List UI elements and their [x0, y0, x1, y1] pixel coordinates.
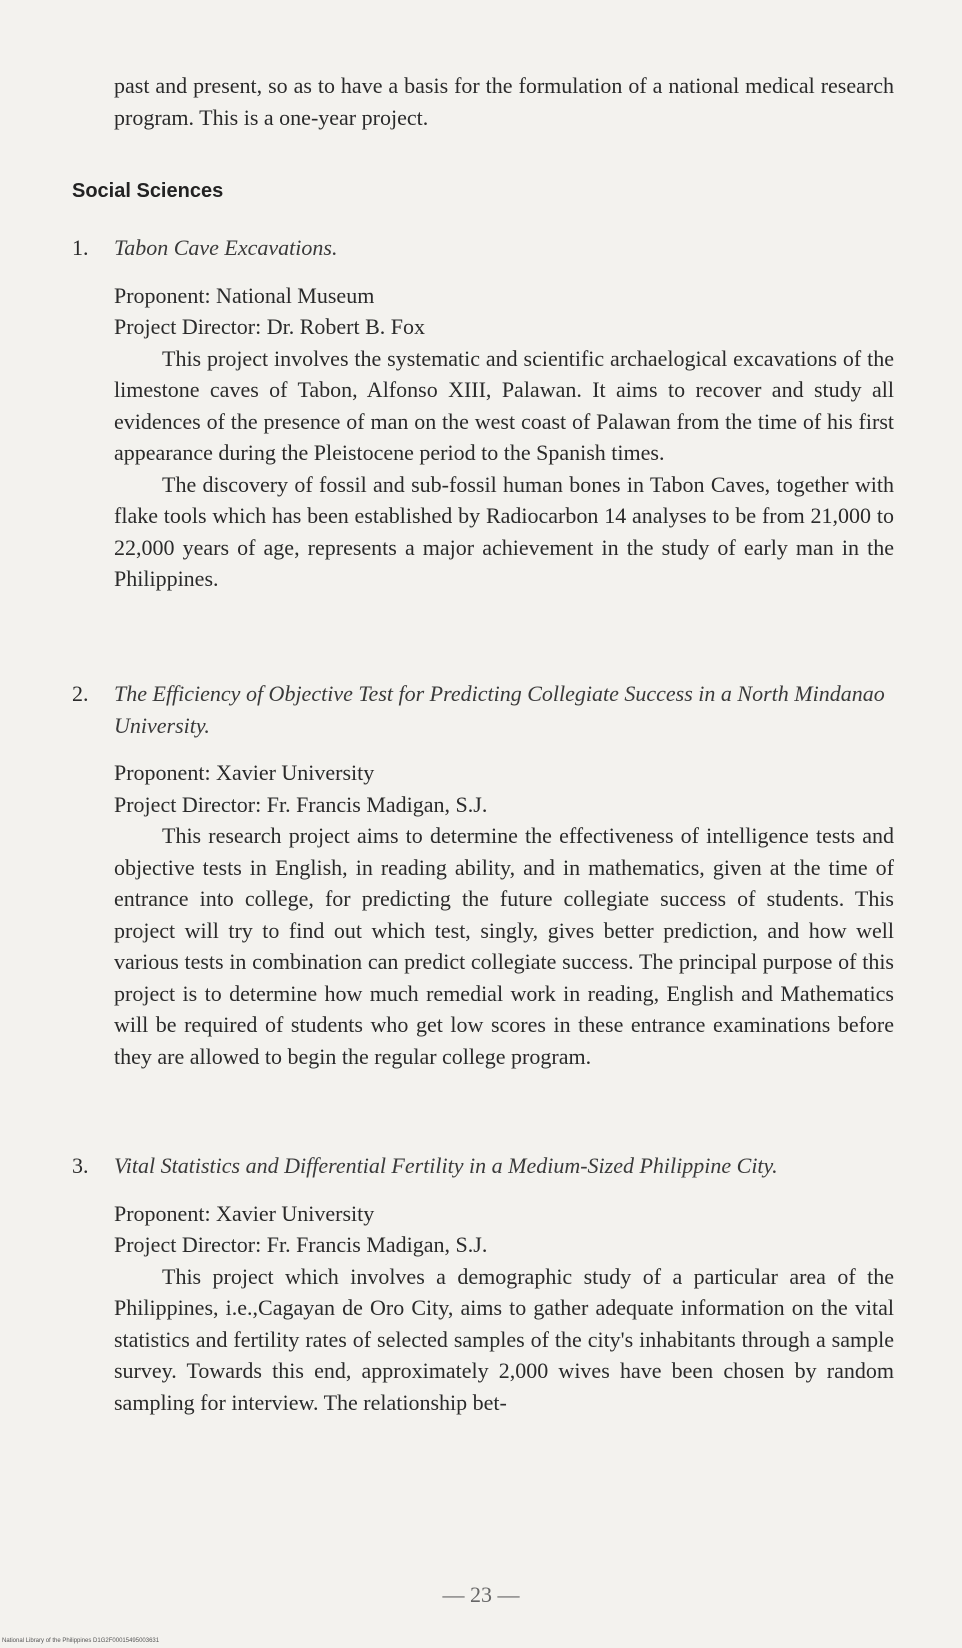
project-title: Vital Statistics and Differential Fertility in a Medium-Sized Philippine City. — [114, 1153, 778, 1178]
project-description — [114, 1261, 894, 1419]
project-meta — [114, 1198, 894, 1261]
page-number: — 23 — — [442, 1582, 520, 1607]
project-item-2 — [72, 678, 894, 1072]
project-director: Project Director: Dr. Robert B. Fox — [114, 314, 426, 339]
project-director: Project Director: Fr. Francis Madigan, S.J. — [114, 791, 488, 817]
library-footer: National Library of the Philippines D1G2F00015495003631 — [2, 1638, 160, 1644]
project-number: 3. — [72, 1153, 89, 1178]
project-item-1 — [72, 232, 894, 595]
project-title-row — [72, 1150, 894, 1182]
description-paragraph: This project involves the systematic and scientific archaelogical excavations of the limestone caves of Tabon, Alfonso XIII, Palawan. It aims to recover and study all evidences of the presence of man on the west coast of Palawan from the time of his first appearance during the Pleistocene period to the Spanish times. — [114, 345, 894, 465]
proponent: Proponent: Xavier University — [114, 1200, 375, 1226]
project-number: 2. — [72, 681, 89, 706]
project-description — [114, 820, 894, 1072]
description-paragraph: This research project aims to determine the effectiveness of intelligence tests and objective tests in English, in reading ability, and in mathematics, given at the time of entrance into college, for predicting the future collegiate success of students. This project will try to find out which test, singly, gives better prediction, and how well various tests in combination can predict collegiate success. The principal purpose of this project is to determine how much remedial work in reading, English and Mathematics will be required of students who get low scores in these entrance examinations before they are allowed to begin the regular college program. — [114, 823, 894, 1069]
project-item-3 — [72, 1150, 894, 1418]
description-paragraph: This project which involves a demographic study of a particular area of the Philippines, i.e.,Cagayan de Oro City, aims to gather adequate information on the vital statistics and fertility rates of selected samples of the city's inhabitants through a sample survey. Towards this end, approximately 2,000 wives have been chosen by random sampling for interview. The relationship bet- — [114, 1263, 894, 1415]
project-number: 1. — [72, 235, 89, 260]
description-paragraph: The discovery of fossil and sub-fossil human bones in Tabon Caves, together with flake tools which has been established by Radiocarbon 14 analyses to be from 21,000 to 22,000 years of age, represents a major achievement in the study of early man in the Philippines. — [114, 471, 894, 591]
project-meta — [114, 280, 894, 343]
project-title: Tabon Cave Excavations. — [114, 235, 338, 260]
proponent: Proponent: Xavier University — [114, 760, 375, 785]
project-title-row — [72, 232, 894, 264]
project-director: Project Director: Fr. Francis Madigan, S.J. — [114, 1232, 488, 1257]
project-title: The Efficiency of Objective Test for Predicting Collegiate Success in a North Mindanao University. — [114, 681, 885, 738]
section-heading: Social Sciences — [72, 180, 224, 202]
project-meta — [114, 757, 894, 820]
intro-paragraph: past and present, so as to have a basis for the formulation of a national medical research program. This is a one-year project. — [114, 73, 894, 130]
project-title-row — [72, 678, 894, 741]
proponent: Proponent: National Museum — [114, 282, 375, 308]
project-description — [114, 343, 894, 595]
